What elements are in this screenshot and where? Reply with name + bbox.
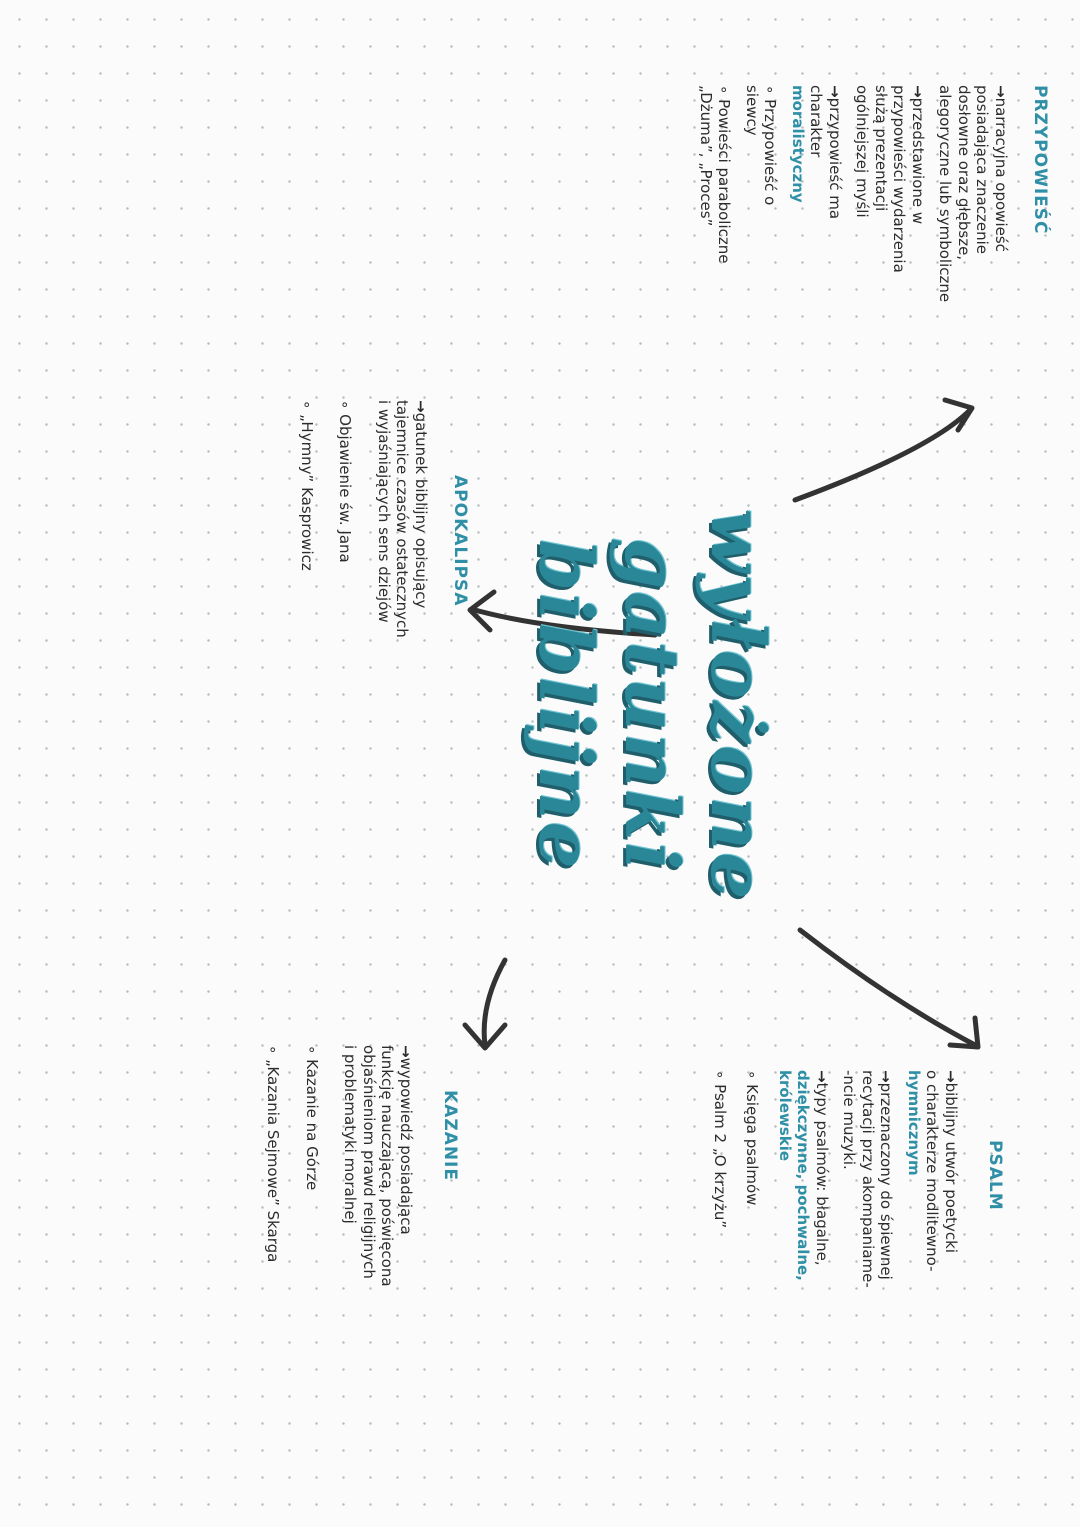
apokalipsa-line: ∘ „Hymny” Kasprowicz: [298, 400, 316, 571]
arrow-to-psalm: [800, 930, 975, 1045]
psalm-line: o charakterze modlitewno-: [923, 1070, 942, 1272]
psalm-notes: [702, 1070, 961, 1460]
przypowiesc-line: ∘ Przypowieść o: [762, 85, 780, 205]
przypowiesc-line: posiadająca znaczenie: [973, 85, 992, 254]
przypowiesc-line: → narracyjna opowieść: [992, 85, 1010, 252]
psalm-heading: PSALM: [985, 1140, 1005, 1211]
kazanie-line: i problematyki moralnej: [341, 1045, 360, 1224]
psalm-line: ∘ Księga psalmów: [744, 1070, 762, 1205]
apokalipsa-line: tajemnice czasów ostatecznych: [393, 400, 412, 638]
przypowiesc-line: → przypowieść ma: [826, 85, 844, 219]
przypowiesc-line: siewcy: [743, 85, 761, 136]
przypowiesc-line: alegoryczne lub symboliczne: [936, 85, 955, 303]
title-line-1: wyłożone: [694, 508, 780, 902]
przypowiesc-line: przypowieści wydarzenia: [890, 85, 909, 273]
arrow-to-przypowiesc: [795, 410, 970, 500]
przypowiesc-line: dosłowne oraz głębsze,: [955, 85, 973, 261]
psalm-line: dziękczynne, pochwalne,: [794, 1070, 813, 1281]
przypowiesc-line: służą prezentacji: [872, 85, 890, 212]
psalm-line: królewskie: [776, 1070, 794, 1162]
przypowiesc-line: moralistyczny: [789, 85, 807, 203]
title-line-3: biblijne: [522, 539, 608, 871]
apokalipsa-line: i wyjaśniających sens dziejów: [375, 400, 393, 623]
title-lettering: [490, 425, 780, 985]
apokalipsa-heading: APOKALIPSA: [450, 475, 470, 607]
psalm-line: → biblijny utwór poetycki: [942, 1070, 960, 1253]
psalm-line: hymnicznym: [905, 1070, 923, 1176]
przypowiesc-heading: PRZYPOWIEŚĆ: [1030, 85, 1050, 235]
kazanie-line: ∘ „Kazania Sejmowe” Skarga: [265, 1045, 283, 1262]
kazanie-heading: KAZANIE: [440, 1090, 460, 1181]
kazanie-line: objaśnieniom prawd religijnych: [360, 1045, 378, 1279]
kazanie-line: → wypowiedź posiadająca: [397, 1045, 415, 1235]
przypowiesc-line: „Dżuma”, „Proces”: [697, 85, 715, 227]
psalm-line: -ncie muzyki.: [840, 1070, 859, 1170]
psalm-line: recytacji przy akompaniame-: [859, 1070, 877, 1288]
przypowiesc-notes: [688, 85, 1011, 415]
kazanie-notes: [255, 1045, 415, 1485]
psalm-line: ∘ Psalm 2 „O krzyżu”: [711, 1070, 729, 1228]
kazanie-line: ∘ Kazanie na Górze: [303, 1045, 321, 1190]
przypowiesc-line: ∘ Powieści paraboliczne: [716, 85, 734, 263]
psalm-line: → typy psalmów: błagalne,: [813, 1070, 831, 1266]
przypowiesc-line: charakter: [807, 85, 826, 158]
apokalipsa-notes: [289, 400, 431, 860]
title-line-2: gatunki: [608, 537, 694, 873]
psalm-line: → przeznaczony do śpiewnej: [878, 1070, 896, 1280]
kazanie-line: funkcję nauczającą, poświęcona: [378, 1045, 397, 1287]
przypowiesc-line: ogólniejszej myśli: [853, 85, 872, 218]
apokalipsa-line: → gatunek biblijny opisujący: [412, 400, 430, 608]
apokalipsa-line: ∘ Objawienie św. Jana: [337, 400, 355, 563]
przypowiesc-line: → przedstawione w: [909, 85, 927, 224]
